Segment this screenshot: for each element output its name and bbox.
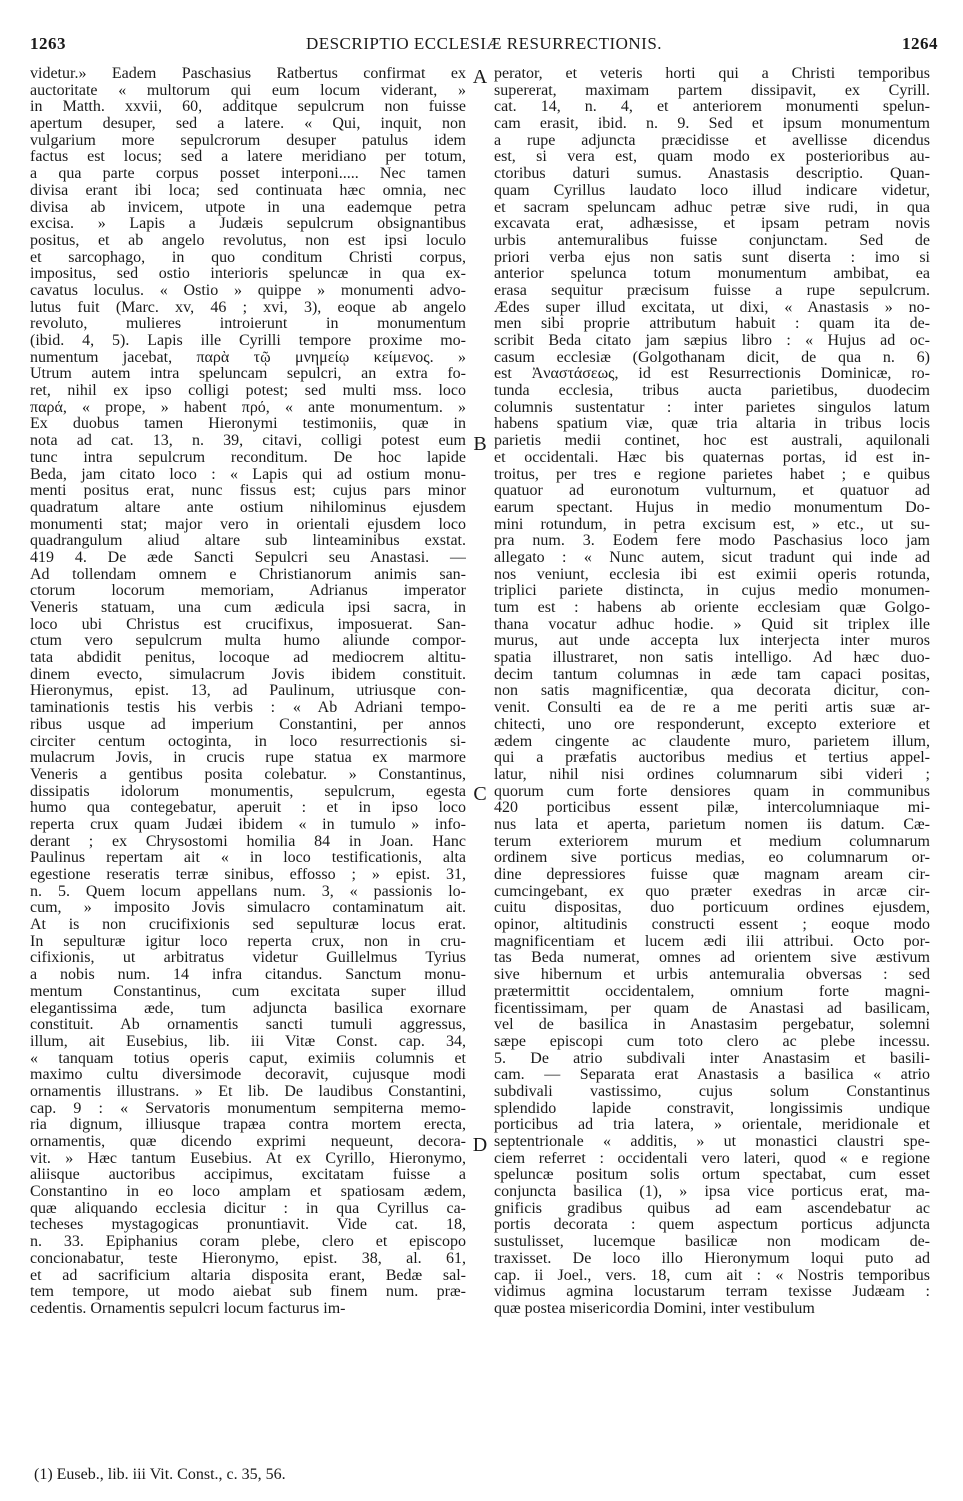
text-line: menti positus erat, nunc fissus est; cujus pars minor — [30, 483, 466, 500]
text-line: prætermittit occidentalem, omnium forte magni- — [494, 983, 930, 1000]
text-line: et occidentali. Hæc bis quaternas portas, id est in- — [494, 449, 930, 466]
text-line: subdivali vastissimo, cujus solum Constantinus — [494, 1083, 930, 1100]
text-line: Ex duobus tamen Hieronymi testimoniis, quæ in — [30, 416, 466, 433]
text-line: quadrangulum aliud altare sub linteaminibus exstat. — [30, 533, 466, 550]
text-line: magnificentiam et lucem ædi ilii attribui. Octo por- — [494, 933, 930, 950]
text-line: cap. 9 : « Servatoris monumentum sempiterna memo- — [30, 1100, 466, 1117]
text-line: ornamentis, quæ dicendo exprimi nequeunt, decora- — [30, 1134, 466, 1150]
text-line: in Matth. xxvii, 60, additque sepulcrum non fuisse — [30, 99, 466, 116]
text-line: tata abdidit penitus, locoque ad mediocrem altitu- — [30, 650, 466, 667]
text-line: Hieronymus, epist. 13, ad Paulinum, utriusque con- — [30, 683, 466, 700]
text-line: Veneris statuam, una cum ædicula ipsi sacra, in — [30, 600, 466, 616]
text-line: gnificis gradibus quibus ad eam ascendebatur ac — [494, 1200, 930, 1217]
text-line: vulgarium more sepulcrorum desuper patulus idem — [30, 132, 466, 149]
text-line: quæ postea misericordia Domini, inter vestibulum — [494, 1300, 815, 1317]
text-line: loco ubi Christus est crucifixus, imposuerat. San- — [30, 616, 466, 633]
text-line: a rupe adjuncta præcidisse et avellisse dicendus — [494, 132, 930, 149]
text-line: illum, ait Eusebius, lib. iii Vitæ Const. cap. 34, — [30, 1033, 466, 1050]
text-line: Veneris a gentibus posita colebatur. » Constantinus, — [30, 766, 466, 783]
text-line: cat. 14, n. 4, et anteriorem monumenti spelun- — [494, 99, 930, 116]
text-line: quatuor ad euronotum vulturnum, et quatuor ad — [494, 483, 930, 500]
text-line: casum ecclesiæ (Golgothanam dicit, de qua n. 6) — [494, 349, 930, 366]
text-line: 419 4. De æde Sancti Sepulcri seu Anastasi. — — [30, 549, 466, 566]
text-line: priori verba ejus non satis sunt diserta : imo si — [494, 249, 930, 266]
text-line: ctoribus daturi sumus. Anastasis descriptio. Quan- — [494, 166, 930, 183]
text-line: παρά, « prope, » habent πρό, « ante monumentum. » — [30, 399, 466, 416]
margin-marker-d: D — [472, 1134, 488, 1156]
text-line: est Ἀναστάσεως, id est Resurrectionis Dominicæ, ro- — [494, 366, 930, 383]
text-line: qui a præfatis auctoribus medius et tertius appel- — [494, 750, 930, 767]
text-line: tunda ecclesia, tribus aucta parietibus, duodecim — [494, 383, 930, 400]
text-line: allegato : « Nunc autem, sicut tradunt qui inde ad — [494, 549, 930, 566]
text-line: excavata erat, adhæsisse, et ipsam petram novis — [494, 216, 930, 233]
left-text-column — [30, 66, 466, 1318]
text-line: perator, et veteris horti qui a Christi temporibus — [494, 66, 930, 82]
text-line: maximo cultu diversimode decoravit, cujusque modi — [30, 1067, 466, 1084]
text-line: quorum cum forte densiores quam in communibus — [494, 783, 930, 800]
text-line: thana vocatur adhuc hodie. » Quid sit triplex ille — [494, 616, 930, 633]
footnote: (1) Euseb., lib. iii Vit. Const., c. 35, 56. — [34, 1466, 286, 1483]
running-header — [30, 34, 938, 58]
text-line: et sarcophago, in quo conditum Christi corpus, — [30, 249, 466, 266]
text-line: sive hibernum et urbis antemuralia obversas : sed — [494, 967, 930, 984]
text-line: et ad sacrificium altaria disposita erant, Bedæ sal- — [30, 1267, 466, 1284]
text-line: techeses mystagogicas pronuntiavit. Vide cat. 18, — [30, 1217, 466, 1234]
text-line: Ædes super illud excitata, ut dixi, « Anastasis » no- — [494, 299, 930, 316]
text-line: aliisque auctoribus accipimus, excitatam fuisse a — [30, 1167, 466, 1184]
text-line: quam Cyrillus laudato loco illud indicare videtur, — [494, 182, 930, 199]
text-line: supererat, maximam partem dissipavit, ex Cyrill. — [494, 82, 930, 99]
text-line: ribus usque ad imperium Constantini, per annos — [30, 716, 466, 733]
text-line: reperta crux quam Judæi ibidem « in tumulo » info- — [30, 816, 466, 833]
text-line: « tanquam totius operis caput, eximiis columnis et — [30, 1050, 466, 1067]
text-line: cavatus loculus. « Ostio » quippe » monumenti advo- — [30, 282, 466, 299]
margin-marker-b: B — [473, 433, 487, 455]
text-line: divisa ab invicem, utpote in una eademque petra — [30, 199, 466, 216]
text-line: cum, » imposito Jovis simulacro contaminatum ait. — [30, 900, 466, 917]
text-line: tem tempore, ut modo aiebat sub finem num. præ- — [30, 1284, 466, 1301]
page-number-left: 1263 — [30, 34, 66, 53]
text-line: circiter centum octoginta, in loco resurrectionis si- — [30, 733, 466, 750]
text-line: latur, nihil nisi ordines columnarum sibi videri ; — [494, 766, 930, 783]
text-line: lutus fuit (Marc. xv, 46 ; xvi, 3), eoque ab angelo — [30, 299, 466, 316]
text-line: apertum desuper, sed a latere. « Qui, inquit, non — [30, 116, 466, 133]
text-line: scribit Beda citato jam sæpius libro : « Hujus ad oc- — [494, 333, 930, 349]
text-line: cifixionis, ut arbitratus videtur Guillelmus Tyrius — [30, 950, 466, 967]
text-line: derant ; ex Chrysostomi homilia 84 in Joan. Hanc — [30, 833, 466, 850]
text-line: quadratum altare ante ostium nihilominus ejusdem — [30, 499, 466, 516]
text-line: cedentis. Ornamentis sepulcri locum facturus im- — [30, 1300, 346, 1317]
text-line: monumenti stat; major vero in orientali ejusdem loco — [30, 516, 466, 533]
text-line: spatia illustraret, non satis intelligo. Ad hæc duo- — [494, 650, 930, 667]
text-line: Constantino in eo loco amplam et spatiosam ædem, — [30, 1184, 466, 1201]
text-line: ria dignum, illiusque trapæa contra mortem erecta, — [30, 1117, 466, 1134]
text-line: vidimus agmina locustarum terram texisse Judæam : — [494, 1284, 930, 1301]
text-line: vel de basilica in Anastasim pergebatur, solemni — [494, 1017, 930, 1034]
text-line: ornamentis illustrans. » Et lib. De laudibus Constantini, — [30, 1083, 466, 1100]
text-line: tunc intra sepulcrum reconditum. De hoc lapide — [30, 449, 466, 466]
text-line: nos veniunt, ecclesia ibi est eximii operis rotunda, — [494, 566, 930, 583]
text-line: septentrionale « additis, » ut monastici claustri spe- — [494, 1134, 930, 1150]
text-line: nota ad cat. 13, n. 39, citavi, colligi potest eum — [30, 433, 466, 450]
text-line: cumcingebant, ex quo præter exedras in arcæ cir- — [494, 883, 930, 900]
text-line: dissipatis idolorum monumentis, sepulcrum, egesta — [30, 783, 466, 800]
text-line: est, si vera est, quam modo ex posterioribus au- — [494, 149, 930, 166]
running-title: DESCRIPTIO ECCLESIÆ RESURRECTIONIS. — [305, 34, 663, 53]
text-line: splendido lapide constravit, longissimis undique — [494, 1100, 930, 1117]
text-line: a nobis num. 14 infra citandus. Sanctum monu- — [30, 967, 466, 984]
text-line: excisa. » Lapis a Judæis sepulcrum obsignantibus — [30, 216, 466, 233]
text-line: erasa sequitur præcisum fuisse a rupe sepulcrum. — [494, 282, 930, 299]
text-line: n. 33. Epiphanius coram plebe, clero et episcopo — [30, 1234, 466, 1251]
text-line: egestione reseratis terræ sinibus, effosso ; » epist. 31, — [30, 867, 466, 883]
text-line: vit. » Hæc tantum Eusebius. At ex Cyrillo, Hieronymo, — [30, 1150, 466, 1167]
margin-marker-c: C — [473, 783, 487, 805]
text-line: n. 5. Quem locum appellans num. 3, « passionis lo- — [30, 883, 466, 900]
text-line: divisa erant ibi loca; sed continuata hæc omnia, nec — [30, 182, 466, 199]
text-line: murus, aut unde accepta lux interjecta inter muros — [494, 633, 930, 650]
margin-marker-a: A — [472, 66, 488, 88]
text-line: traxisset. De loco illo Hieronymum loqui puto ad — [494, 1250, 930, 1267]
text-line: ficentissimam, per quam de Anastasi ad basilicam, — [494, 1000, 930, 1017]
text-line: urbis antemuralibus fuisse conjunctam. Sed de — [494, 232, 930, 249]
text-line: elegantissima æde, tum adjuncta basilica exornare — [30, 1000, 466, 1017]
text-line: cuitu dispositas, duo porticuum ordines ejusdem, — [494, 900, 930, 917]
text-line: positus, et ab angelo revolutus, non est ipsi loculo — [30, 232, 466, 249]
text-line: ctorum locorum memoriam, Adrianus imperator — [30, 583, 466, 600]
text-line: a qua parte corpus posset interponi..... Nec tamen — [30, 166, 466, 183]
text-line: et sacram speluncam adhuc petræ sive rudi, in qua — [494, 199, 930, 216]
text-line: earum spectant. Hujus in medio monumentum Do- — [494, 499, 930, 516]
text-line: speluncæ positum solis ortum spectabat, cum esset — [494, 1167, 930, 1184]
text-line: In sepulturæ igitur loco reperta crux, non in cru- — [30, 933, 466, 950]
text-line: impositus, sed ostio interioris speluncæ in qua ex- — [30, 266, 466, 283]
text-line: tum est : habens ab oriente ecclesiam quæ Golgo- — [494, 600, 930, 616]
text-line: mulacrum Jovis, in crucis rupe statua ex marmore — [30, 750, 466, 767]
text-line: sustulisset, lucemque basilicæ non modicam de- — [494, 1234, 930, 1251]
text-line: habens spatium viæ, quæ tria altaria in tribus locis — [494, 416, 930, 433]
text-line: conjuncta basilica (1), » ipsa vice porticus erat, ma- — [494, 1184, 930, 1201]
text-line: ciem referret : occidentali vero lateri, quod « e regione — [494, 1150, 930, 1167]
text-line: anterior spelunca totum monumentum ambibat, ea — [494, 266, 930, 283]
text-line: auctoritate « multorum qui eum locum viderant, » — [30, 82, 466, 99]
text-line: terum exteriorem murum et medium columnarum — [494, 833, 930, 850]
text-line: factus est locus; sed a latere meridiano per totum, — [30, 149, 466, 166]
text-line: dinem evecto, simulacrum Jovis ibidem constituit. — [30, 666, 466, 683]
text-line: decim tantum columnas in æde tam capaci positas, — [494, 666, 930, 683]
page-number-right: 1264 — [902, 34, 938, 53]
text-line: mini rotundum, in petra excisum est, » etc., ut su- — [494, 516, 930, 533]
text-line: numentum jacebat, παρὰ τῷ μνημείῳ κείμενος. » — [30, 349, 466, 366]
text-line: venit. Consulti ea de re a me periti artis suæ ar- — [494, 700, 930, 717]
text-line: porticibus ad tria latera, » orientale, meridionale et — [494, 1117, 930, 1134]
text-line: ctum vero sepulcrum multa humo aliunde compor- — [30, 633, 466, 650]
text-line: constituit. Ab ornamentis sancti tumuli aggressus, — [30, 1017, 466, 1034]
text-line: cam erasit, ibid. n. 9. Sed et ipsum monumentum — [494, 116, 930, 133]
text-line: triplici pariete distincta, in cujus medio monumen- — [494, 583, 930, 600]
text-line: quæ aliquando ecclesia dicitur : in qua Cyrillus ca- — [30, 1200, 466, 1217]
text-line: cap. ii Joel., vers. 18, cum ait : « Nostris temporibus — [494, 1267, 930, 1284]
text-line: (ibid. 4, 5). Lapis ille Cyrilli tempore proxime mo- — [30, 333, 466, 349]
text-line: Paulinus repertam ait « in loco testificationis, alta — [30, 850, 466, 867]
text-line: ædem cingente ac claudente muro, parietem illum, — [494, 733, 930, 750]
text-line: ret, nihil ex ipso colligi potest; sed multi mss. loco — [30, 383, 466, 400]
text-line: tas Beda numerat, omnes ad orientem sive æstivum — [494, 950, 930, 967]
text-line: non satis magnificentiæ, qua decorata dicitur, con- — [494, 683, 930, 700]
text-line: columnis sustentatur : inter parietes singulos latum — [494, 399, 930, 416]
text-line: dine depressiores fuisse quæ magnam aream cir- — [494, 867, 930, 883]
text-line: taminationis testis his verbis : « Ab Adriani tempo- — [30, 700, 466, 717]
text-line: Utrum autem intra speluncam sepulcri, an extra fo- — [30, 366, 466, 383]
text-line: cam. — Separata erat Anastasis a basilica « atrio — [494, 1067, 930, 1084]
text-line: mentum Constantinus, cum excitata super illud — [30, 983, 466, 1000]
text-line: nus lata et aperta, parietum nomen iis datum. Cæ- — [494, 816, 930, 833]
text-line: videtur.» Eadem Paschasius Ratbertus confirmat ex — [30, 66, 466, 82]
text-line: portis decorata : quem aspectum porticus adjuncta — [494, 1217, 930, 1234]
text-line: humo qua contegebatur, aperuit : et in ipso loco — [30, 800, 466, 817]
text-line: ordinem sive porticus medias, eo columnarum or- — [494, 850, 930, 867]
text-line: opinor, altitudinis constructi essent ; eoque modo — [494, 917, 930, 934]
text-line: Beda, jam citato loco : « Lapis qui ad ostium monu- — [30, 466, 466, 483]
text-line: 5. De atrio subdivali inter Anastasim et basili- — [494, 1050, 930, 1067]
text-line: troitus, per tres e regione parietes habet ; e quibus — [494, 466, 930, 483]
text-line: At is non crucifixionis sed sepulturæ locus erat. — [30, 917, 466, 934]
text-line: 420 porticibus essent pilæ, intercolumniaque mi- — [494, 800, 930, 817]
text-line: parietis medii continet, hoc est australi, aquilonali — [494, 433, 930, 450]
text-line: sæpe episcopi cum toto clero ac plebe incessu. — [494, 1033, 930, 1050]
text-line: revoluto, mulieres introierunt in monumentum — [30, 316, 466, 333]
text-line: men sibi proprie attributum habuit : quam ita de- — [494, 316, 930, 333]
text-line: Ad tollendam omnem e Christianorum animis san- — [30, 566, 466, 583]
right-text-column — [494, 66, 930, 1318]
text-line: pra num. 3. Eodem fere modo Paschasius loco jam — [494, 533, 930, 550]
text-line: chitecti, uno ore responderunt, excepto exteriore et — [494, 716, 930, 733]
text-line: concionabatur, teste Hieronymo, epist. 38, al. 61, — [30, 1250, 466, 1267]
